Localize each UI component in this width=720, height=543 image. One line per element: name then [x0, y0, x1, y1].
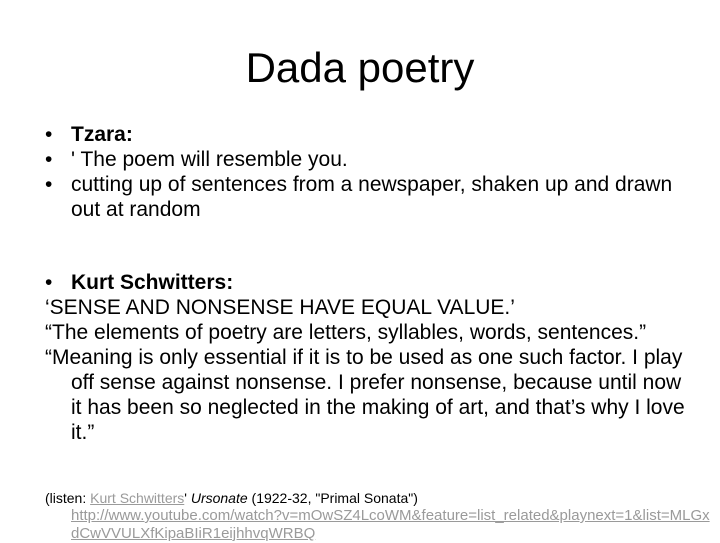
listen-note	[45, 489, 695, 507]
slide-title: Dada poetry	[245, 44, 475, 91]
bullet-schwitters	[45, 270, 685, 295]
listen-prefix: (listen:	[45, 490, 91, 506]
bullet-dot: •	[45, 173, 53, 196]
tzara-line-1: ' The poem will resemble you.	[71, 148, 348, 171]
schwitters-quote-3: “Meaning is only essential if it is to be used as one such factor. I play off sense against nonsense. I prefer nonsense, because until now it has been so neglected in the making of art, and that’s why I love it.”	[45, 346, 685, 444]
schwitters-quote-1: ‘SENSE AND NONSENSE HAVE EQUAL VALUE.’	[45, 296, 515, 319]
schwitters-quote-2: “The elements of poetry are letters, syllables, words, sentences.”	[45, 321, 647, 344]
schwitters-link[interactable]: Kurt Schwitters	[90, 490, 185, 506]
listen-suffix: (1922-32, "Primal Sonata")	[247, 490, 418, 506]
slide-body	[45, 122, 685, 445]
listen-apostrophe: '	[184, 490, 191, 506]
bullet-dot: •	[45, 271, 53, 294]
bullet-dot: •	[45, 123, 53, 146]
work-title: Ursonate	[190, 490, 248, 506]
bullet-dot: •	[45, 148, 53, 171]
schwitters-heading: Kurt Schwitters:	[71, 271, 234, 294]
bullet-tzara-method	[45, 172, 685, 222]
youtube-link[interactable]: http://www.youtube.com/watch?v=mOwSZ4LcoWM&feature=list_related&playnext=1&list=MLGxdCwVVULXfKipaBIiR1eijhhvqWRBQ	[71, 507, 710, 542]
bullet-tzara	[45, 122, 685, 147]
tzara-heading: Tzara:	[71, 123, 133, 146]
bullet-tzara-quote	[45, 147, 685, 172]
tzara-line-2: cutting up of sentences from a newspaper, shaken up and drawn out at random	[71, 173, 673, 221]
